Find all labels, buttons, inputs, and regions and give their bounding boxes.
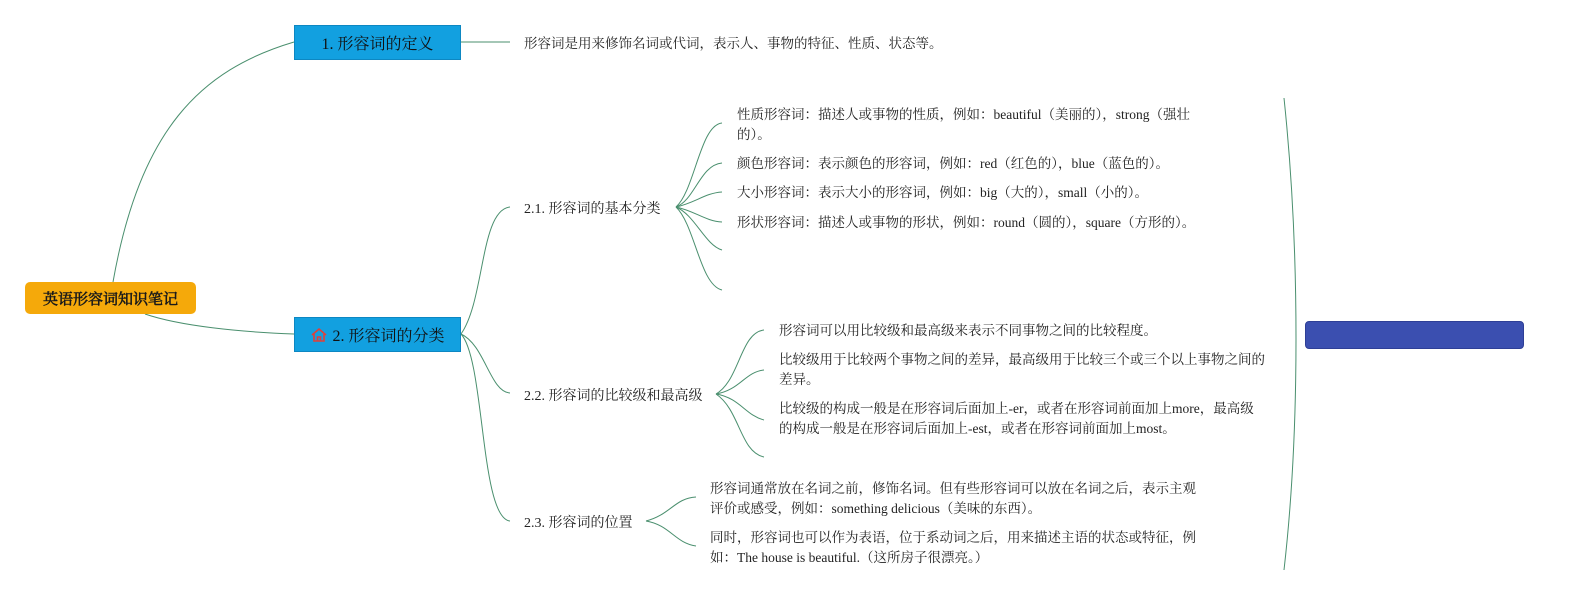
connector-topic2-sub3 bbox=[461, 334, 510, 521]
leaf-position-predicative: 同时，形容词也可以作为表语，位于系动词之后，用来描述主语的状态或特征，例如：The house is beautiful.（这所房子很漂亮。） bbox=[710, 530, 1196, 565]
topic-definition-label: 1. 形容词的定义 bbox=[321, 36, 434, 53]
subtopic-position[interactable]: 2.3. 形容词的位置 bbox=[524, 516, 633, 531]
connector-root-topic1 bbox=[113, 42, 294, 282]
topic-definition[interactable] bbox=[294, 25, 461, 60]
leaf-quality-adjective: 性质形容词：描述人或事物的性质，例如：beautiful（美丽的），strong（强壮的）。 bbox=[737, 107, 1190, 142]
subtopic-basic-classification[interactable]: 2.1. 形容词的基本分类 bbox=[524, 202, 661, 217]
summary-bracket bbox=[1284, 98, 1296, 570]
subtopic-comparison[interactable]: 2.2. 形容词的比较级和最高级 bbox=[524, 389, 703, 404]
home-icon bbox=[310, 326, 328, 344]
connector-root-topic2 bbox=[145, 314, 294, 334]
leaf-comparison-usage: 比较级用于比较两个事物之间的差异，最高级用于比较三个或三个以上事物之间的差异。 bbox=[779, 352, 1265, 387]
topic-classification-label: 2. 形容词的分类 bbox=[332, 328, 445, 345]
leaf-size-adjective: 大小形容词：表示大小的形容词，例如：big（大的），small（小的）。 bbox=[737, 185, 1148, 200]
topic-classification[interactable] bbox=[294, 317, 461, 352]
root-label: 英语形容词知识笔记 bbox=[42, 289, 178, 308]
root-node[interactable] bbox=[25, 282, 196, 314]
connector-topic2-sub1 bbox=[461, 207, 510, 334]
leaf-shape-adjective: 形状形容词：描述人或事物的形状，例如：round（圆的），square（方形的）。 bbox=[737, 215, 1196, 230]
summary-callout[interactable] bbox=[1305, 321, 1524, 349]
leaf-comparison-formation: 比较级的构成一般是在形容词后面加上-er，或者在形容词前面加上more，最高级的构成一般是在形容词后面加上-est，或者在形容词前面加上most。 bbox=[779, 401, 1254, 436]
leaf-comparison-intro: 形容词可以用比较级和最高级来表示不同事物之间的比较程度。 bbox=[779, 323, 1157, 338]
connector-sub2-fan bbox=[716, 330, 764, 394]
leaf-color-adjective: 颜色形容词：表示颜色的形容词，例如：red（红色的），blue（蓝色的）。 bbox=[737, 156, 1169, 171]
leaf-position-attributive: 形容词通常放在名词之前，修饰名词。但有些形容词可以放在名词之后，表示主观评价或感受，例如：something delicious（美味的东西）。 bbox=[710, 481, 1196, 516]
connector-sub3-fan bbox=[646, 497, 696, 521]
definition-text: 形容词是用来修饰名词或代词，表示人、事物的特征、性质、状态等。 bbox=[524, 36, 943, 51]
connector-topic2-sub2 bbox=[461, 334, 510, 393]
